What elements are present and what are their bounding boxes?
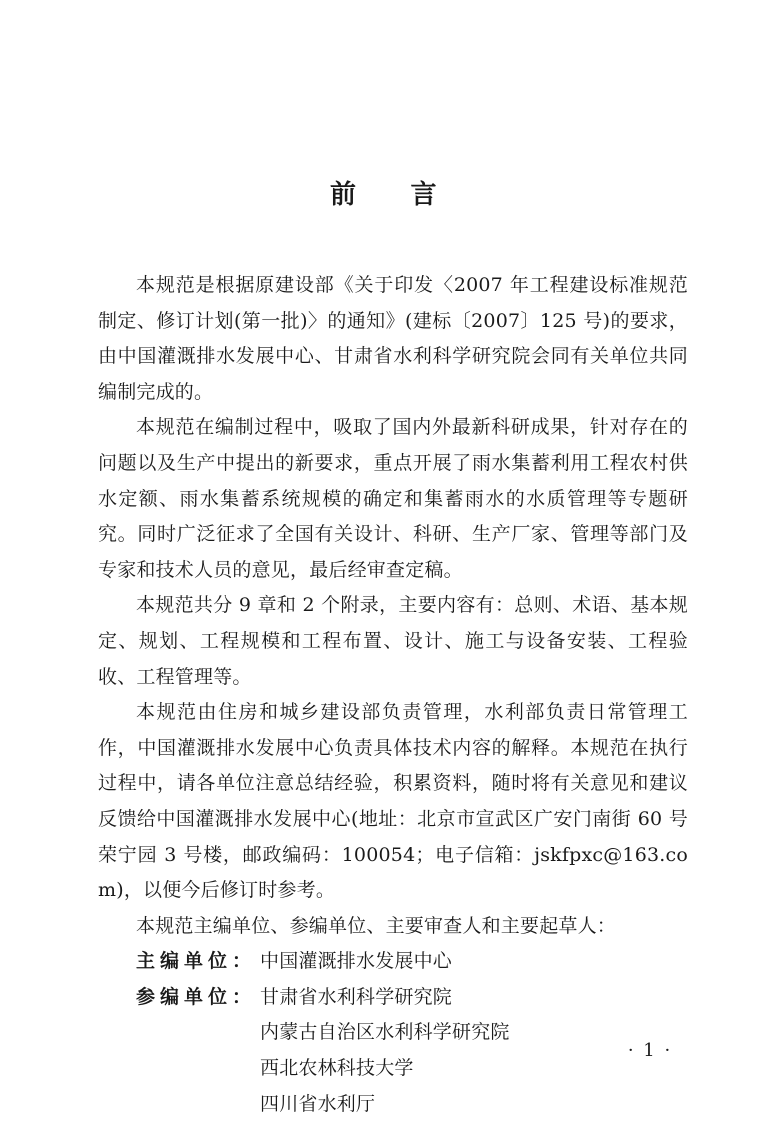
paragraph-origin: 本规范是根据原建设部《关于印发〈2007 年工程建设标准规范制定、修订计划(第一批)〉的通知》(建标〔2007〕125 号)的要求，由中国灌溉排水发展中心、甘肃省水利科学研究院会同有关单位共同编制完成的。 <box>98 274 688 403</box>
title-char-2: 言 <box>410 180 438 210</box>
chief-unit-name: 中国灌溉排水发展中心 <box>260 950 453 973</box>
chief-unit-label: 主编单位： <box>136 950 257 973</box>
participating-unit-name: 甘肃省水利科学研究院 <box>260 985 453 1008</box>
title-char-1: 前 <box>329 180 357 210</box>
page-number: · 1 · <box>627 1040 673 1061</box>
chief-unit-values <box>260 944 452 980</box>
participating-unit-row <box>98 980 688 1122</box>
paragraph-units-intro: 本规范主编单位、参编单位、主要审查人和主要起草人： <box>136 914 617 937</box>
participating-unit-label: 参编单位： <box>136 985 257 1008</box>
participating-unit-name: 四川省水利厅 <box>260 1092 376 1115</box>
paragraph-management: 本规范由住房和城乡建设部负责管理，水利部负责日常管理工作，中国灌溉排水发展中心负责具体技术内容的解释。本规范在执行过程中，请各单位注意总结经验，积累资料，随时将有关意见和建议反馈给中国灌溉排水发展中心(地址：北京市宣武区广安门南街 60 号荣宁园 3 号楼，邮政编码：100054；电子信箱：jskfpxc@163.com)，以便今后修订时参考。 <box>98 701 688 902</box>
participating-unit-values <box>260 980 510 1122</box>
page-title <box>0 174 767 211</box>
participating-unit-name: 内蒙古自治区水利科学研究院 <box>260 1021 510 1044</box>
foreword-body <box>98 268 688 1122</box>
paragraph-process: 本规范在编制过程中，吸取了国内外最新科研成果，针对存在的问题以及生产中提出的新要求，重点开展了雨水集蓄利用工程农村供水定额、雨水集蓄系统规模的确定和集蓄雨水的水质管理等专题研究。同时广泛征求了全国有关设计、科研、生产厂家、管理等部门及专家和技术人员的意见，最后经审查定稿。 <box>98 416 688 581</box>
units-list <box>98 944 688 1122</box>
chief-unit-row <box>98 944 688 980</box>
paragraph-contents: 本规范共分 9 章和 2 个附录，主要内容有：总则、术语、基本规定、规划、工程规模和工程布置、设计、施工与设备安装、工程验收、工程管理等。 <box>98 594 688 688</box>
participating-unit-name: 西北农林科技大学 <box>260 1057 414 1080</box>
